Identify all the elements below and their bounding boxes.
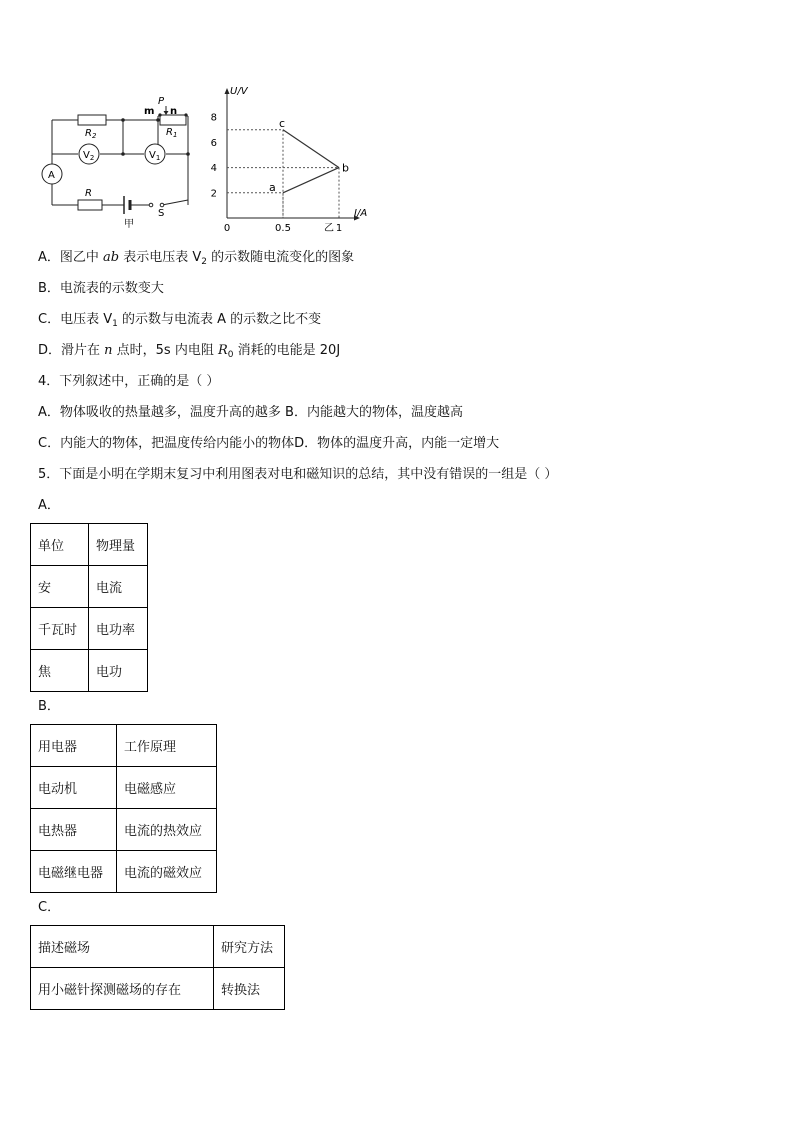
slider-end-m — [158, 113, 161, 116]
junction-dot — [156, 118, 160, 122]
q5-option-a-label: A． — [38, 498, 60, 513]
table-cell: 工作原理 — [117, 725, 217, 767]
point-label: a — [269, 180, 276, 194]
series-line — [283, 130, 339, 168]
table-cell: 研究方法 — [214, 926, 285, 968]
table-cell: 安 — [31, 566, 89, 608]
table-cell: 转换法 — [214, 968, 285, 1010]
table-cell: 用电器 — [31, 725, 117, 767]
table-cell: 描述磁场 — [31, 926, 214, 968]
y-axis-arrow — [225, 88, 230, 94]
table-row — [31, 809, 217, 851]
label-r1: $R_1$ — [166, 127, 178, 139]
table-row — [31, 968, 285, 1010]
table-row — [31, 566, 148, 608]
table-row — [31, 851, 217, 893]
q5-table-a — [30, 523, 148, 692]
table-cell: 千瓦时 — [31, 608, 89, 650]
label-a: A — [48, 170, 55, 181]
label-s: S — [158, 208, 165, 219]
q5-table-b — [30, 724, 217, 893]
table-cell: 焦 — [31, 650, 89, 692]
label-r2: $R_2$ — [85, 128, 97, 140]
q3-option-a: A．图乙中 ab 表示电压表 $V_2$ 的示数随电流变化的图象 — [38, 250, 355, 267]
q5-option-b-label: B． — [38, 699, 60, 714]
q3-option-d: D．滑片在 n 点时，5s 内电阻 $R_0$ 消耗的电能是 20J — [38, 343, 341, 360]
label-n: n — [170, 106, 178, 117]
switch-contact-left — [149, 203, 153, 207]
point-label: c — [279, 116, 286, 130]
table-row — [31, 725, 217, 767]
slider-end-n — [184, 113, 187, 116]
y-tick-label: 6 — [210, 137, 217, 149]
table-row — [31, 767, 217, 809]
q5-table-c — [30, 925, 285, 1010]
label-v1: $V_1$ — [149, 150, 161, 162]
q3-option-c: C．电压表 $V_1$ 的示数与电流表 A 的示数之比不变 — [38, 312, 322, 329]
series-line — [283, 168, 339, 193]
table-cell: 电流 — [89, 566, 148, 608]
table-cell: 单位 — [31, 524, 89, 566]
point-label: b — [342, 161, 349, 175]
table-cell: 电磁感应 — [117, 767, 217, 809]
table-cell: 电流的热效应 — [117, 809, 217, 851]
figure-row — [38, 82, 378, 236]
graph-caption: 乙 — [324, 223, 334, 232]
y-tick-label: 4 — [210, 163, 217, 175]
y-axis-label: U/V — [230, 86, 248, 97]
x-tick-label: 0.5 — [275, 223, 291, 232]
x-tick-label: 1 — [335, 223, 343, 232]
figure-svg — [38, 82, 378, 232]
table-cell: 用小磁针探测磁场的存在 — [31, 968, 214, 1010]
table-cell: 电流的磁效应 — [117, 851, 217, 893]
table-cell: 电功率 — [89, 608, 148, 650]
table-cell: 电热器 — [31, 809, 117, 851]
q3-option-b: B．电流表的示数变大 — [38, 281, 164, 296]
x-axis-label: I/A — [354, 208, 368, 219]
q4-options-line1: A．物体吸收的热量越多，温度升高的越多 B．内能越大的物体，温度越高 — [38, 405, 463, 420]
q4-stem: 4．下列叙述中，正确的是（ ） — [38, 374, 220, 389]
table-cell: 电功 — [89, 650, 148, 692]
q4-options-line2: C．内能大的物体，把温度传给内能小的物体D．物体的温度升高，内能一定增大 — [38, 436, 500, 451]
label-m: m — [144, 106, 155, 117]
label-jia: 甲 — [124, 219, 134, 230]
table-row — [31, 608, 148, 650]
table-row — [31, 926, 285, 968]
guide-lines — [227, 130, 339, 218]
resistor-r2 — [78, 115, 106, 125]
switch-contact-right — [160, 203, 164, 207]
y-tick-labels — [211, 113, 217, 200]
label-r: R — [85, 188, 92, 199]
point-labels — [269, 117, 349, 194]
junction-dot — [121, 152, 125, 156]
slider-arrowhead — [164, 111, 169, 115]
table-row — [31, 650, 148, 692]
y-tick-label: 2 — [210, 188, 217, 200]
table-cell: 物理量 — [89, 524, 148, 566]
resistor-r — [78, 200, 102, 210]
junction-dot — [121, 118, 125, 122]
graph-chart — [211, 86, 368, 232]
label-v2: $V_2$ — [83, 150, 95, 162]
label-p: P — [158, 96, 165, 107]
table-row — [31, 524, 148, 566]
junction-dot — [186, 152, 190, 156]
table-cell: 电动机 — [31, 767, 117, 809]
x-tick-label: 0 — [223, 223, 231, 232]
q5-stem: 5．下面是小明在学期末复习中利用图表对电和磁知识的总结，其中没有错误的一组是（ ） — [38, 467, 558, 482]
y-tick-label: 8 — [210, 112, 217, 124]
table-cell: 电磁继电器 — [31, 851, 117, 893]
series-lines — [283, 130, 339, 193]
q5-option-c-label: C． — [38, 900, 61, 915]
